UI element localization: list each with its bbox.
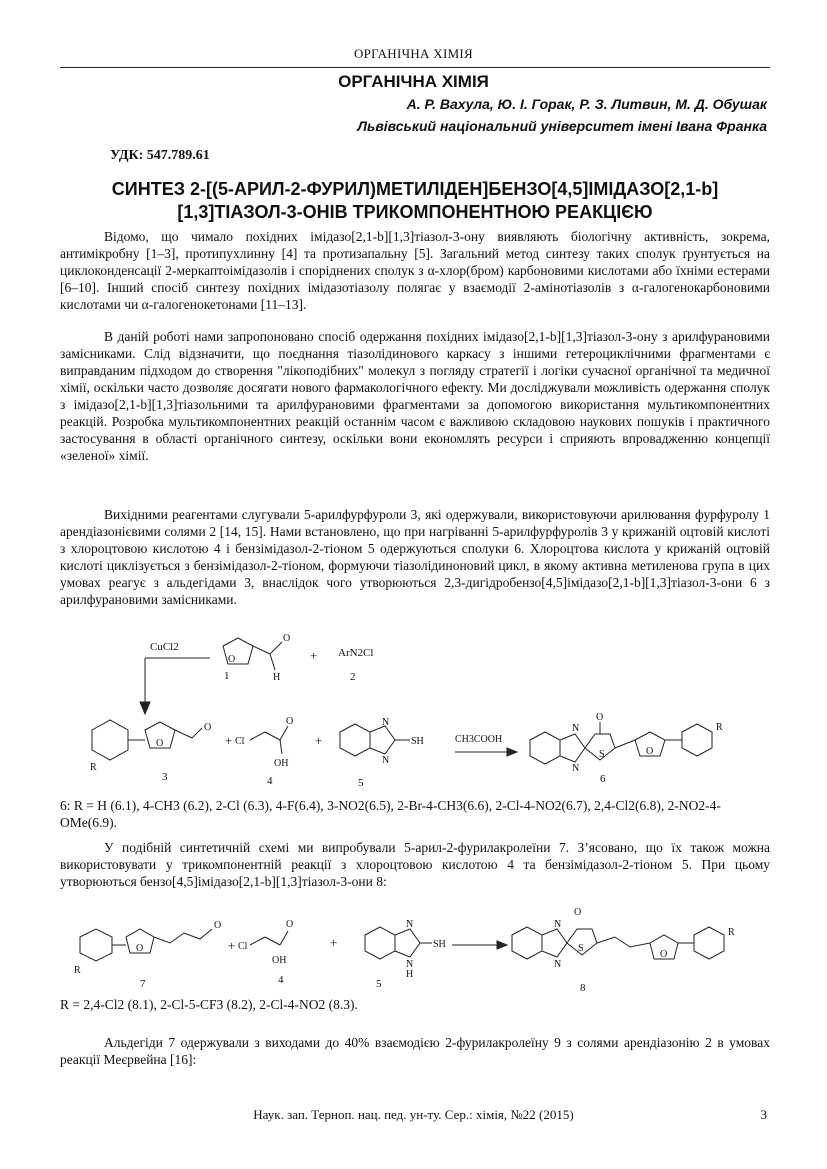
- svg-text:O: O: [228, 654, 236, 665]
- page-number: 3: [760, 1107, 767, 1122]
- svg-text:5: 5: [376, 978, 382, 990]
- svg-text:O: O: [136, 943, 144, 954]
- paragraph-5: Альдегіди 7 одержували з виходами до 40% взаємодією 2-фурилакролеїну 9 з солями арендіазонію 2 в умовах реакції Меєрвейна [16]:: [60, 1035, 770, 1067]
- svg-text:N: N: [554, 919, 562, 930]
- svg-text:2: 2: [350, 671, 356, 683]
- running-header: ОРГАНІЧНА ХІМІЯ: [353, 46, 474, 61]
- compounds-8-list: R = 2,4-Cl2 (8.1), 2-Cl-5-CF3 (8.2), 2-Cl-4-NO2 (8.3).: [60, 997, 358, 1012]
- svg-text:+: +: [315, 733, 323, 748]
- svg-text:O: O: [214, 920, 222, 931]
- svg-text:+: +: [225, 733, 233, 748]
- svg-text:+: +: [310, 648, 318, 663]
- svg-text:O: O: [596, 712, 604, 723]
- svg-text:S: S: [599, 749, 605, 760]
- title-line-1: СИНТЕЗ 2-[(5-АРИЛ-2-ФУРИЛ)МЕТИЛІДЕН]БЕНЗО[4,5]ІМІДАЗО[2,1-b]: [111, 179, 719, 199]
- svg-text:N: N: [382, 717, 390, 728]
- title-line-2: [1,3]ТІАЗОЛ-3-ОНІВ ТРИКОМПОНЕНТНОЮ РЕАКЦІЄЮ: [177, 202, 653, 222]
- catalyst-label: CuCl2: [150, 641, 179, 653]
- svg-text:R: R: [90, 762, 97, 773]
- paragraph-3: Вихідними реагентами слугували 5-арилфурфуроли 3, які одержували, використовуючи арилювання фурфуролу 1 арендіазонієвими солями 2 [14, 15]. Нами встановлено, що при нагріванні 5-арилфурфуролів 3 у крижаній оцтовій кислоті з хлороцтовою кислотою 4 і бензімідазол-2-тіоном 5 одержуються сполуки 6. Хлороцтова кислота у крижаній оцтовій кислоті циклізується з бензімідазол-2-тіоном, формуючи тіазолідиноновий цикл, в якому активна метиленова група в цих умовах реагує з альдегідами 3, внаслідок чого утворюються 2,3-дигідробензо[4,5]імідазо[2,1-b][1,3]тіазол-3-они 6 з арилфурановими замісниками.: [60, 507, 770, 607]
- svg-text:O: O: [286, 716, 294, 727]
- svg-text:SH: SH: [411, 736, 424, 747]
- svg-text:5: 5: [358, 777, 364, 789]
- svg-text:6: 6: [600, 773, 606, 785]
- svg-text:7: 7: [140, 978, 146, 990]
- compounds-6-list: 6: R = H (6.1), 4-CH3 (6.2), 2-Cl (6.3), 4-F(6.4), 3-NO2(6.5), 2-Br-4-CH3(6.6), 2-Cl-4-NO2(6.7), 2,4-Cl2(6.8), 2-NO2-4-OMe(6.9).: [60, 798, 721, 830]
- paragraph-1: Відомо, що чимало похідних імідазо[2,1-b][1,3]тіазол-3-ону виявляють біологічну активність, зокрема, антимікробну [1–3], протипухлинну [4] та протизапальну [5]. Загальний метод синтезу таких сполук ґрунтується на циклоконденсації 2-меркаптоімідазолів і споріднених сполук з α-хлор(бром) карбоновими кислотами або їхніми естерами [6–10]. Інший спосіб синтезу похідних імідазотіазолу полягає у взаємодії 2-амінотіазолів з α-галогенокарбоновими кислотами чи α-галогенокетонами [11–13].: [60, 229, 770, 312]
- svg-text:SH: SH: [433, 939, 446, 950]
- svg-text:R: R: [728, 927, 735, 938]
- svg-text:3: 3: [162, 771, 168, 783]
- svg-text:H: H: [273, 672, 281, 683]
- svg-text:+: +: [330, 935, 338, 950]
- svg-text:Cl: Cl: [235, 736, 245, 747]
- authors: А. Р. Вахула, Ю. І. Горак, Р. З. Литвин, М. Д. Обушак: [406, 96, 767, 112]
- svg-text:H: H: [406, 969, 414, 980]
- svg-text:N: N: [554, 959, 562, 970]
- svg-text:+: +: [228, 938, 236, 953]
- svg-text:Cl: Cl: [238, 941, 248, 952]
- svg-text:N: N: [406, 919, 414, 930]
- svg-text:1: 1: [224, 670, 230, 682]
- udc-code: УДК: 547.789.61: [110, 148, 210, 163]
- svg-text:N: N: [572, 763, 580, 774]
- svg-text:O: O: [574, 907, 582, 918]
- reaction-scheme-1: [60, 630, 770, 790]
- affiliation: Львівський національний університет імені Івана Франка: [357, 118, 767, 134]
- svg-text:O: O: [283, 633, 291, 644]
- svg-text:R: R: [74, 965, 81, 976]
- svg-text:8: 8: [580, 982, 586, 994]
- svg-text:O: O: [286, 919, 294, 930]
- header-rule: [60, 67, 770, 68]
- svg-text:O: O: [646, 746, 654, 757]
- svg-text:N: N: [572, 723, 580, 734]
- svg-text:R: R: [716, 722, 723, 733]
- svg-text:4: 4: [278, 974, 284, 986]
- svg-text:S: S: [578, 943, 584, 954]
- svg-text:O: O: [204, 722, 212, 733]
- solvent-label: CH3COOH: [455, 734, 503, 745]
- journal-footer: Наук. зап. Терноп. нац. пед. ун-ту. Сер.: хімія, №22 (2015): [253, 1107, 574, 1122]
- svg-text:OH: OH: [272, 955, 287, 966]
- reaction-scheme-2: [60, 895, 770, 995]
- paragraph-4: У подібній синтетичній схемі ми випробували 5-арил-2-фурилакролеїни 7. З’ясовано, що їх також можна використовувати у трикомпонентній реакції з хлороцтовою кислотою 4 та бензімідазол-2-тіоном 5. При цьому утворюються бензо[4,5]імідазо[2,1-b][1,3]тіазол-3-они 8:: [60, 840, 770, 889]
- section-title: ОРГАНІЧНА ХІМІЯ: [338, 72, 489, 91]
- svg-text:N: N: [382, 755, 390, 766]
- paragraph-2: В даній роботі нами запропоновано спосіб одержання похідних імідазо[2,1-b][1,3]тіазол-3-ону з арилфурановими замісниками. Слід відзначити, що поєднання тіазолідинового каркасу з іншими гетероциклічними фрагментами є виправданим підходом до створення "лікоподібних" молекул з погляду стратегії і логіки сучасної органічної та медичної хімії, оскільки часто дозволяє досягати нового фармакологічного ефекту. Ми досліджували можливість одержання сполук з імідазо[2,1-b][1,3]тіазольними та арилфурановими фрагментами за допомогою використання мультикомпонентних реакцій. Розробка мультикомпонентних реакцій останнім часом є важливою складовою наукових пошуків і практичного застосування в області органічного синтезу, оскільки вони економлять ресурси і сприяють впровадженню концепції «зеленої» хімії.: [60, 329, 770, 463]
- reagent-2: ArN2Cl: [338, 647, 374, 659]
- article-title: [60, 178, 770, 224]
- svg-text:N: N: [406, 959, 414, 970]
- svg-text:O: O: [660, 949, 668, 960]
- svg-text:OH: OH: [274, 758, 289, 769]
- svg-text:O: O: [156, 738, 164, 749]
- svg-text:4: 4: [267, 775, 273, 787]
